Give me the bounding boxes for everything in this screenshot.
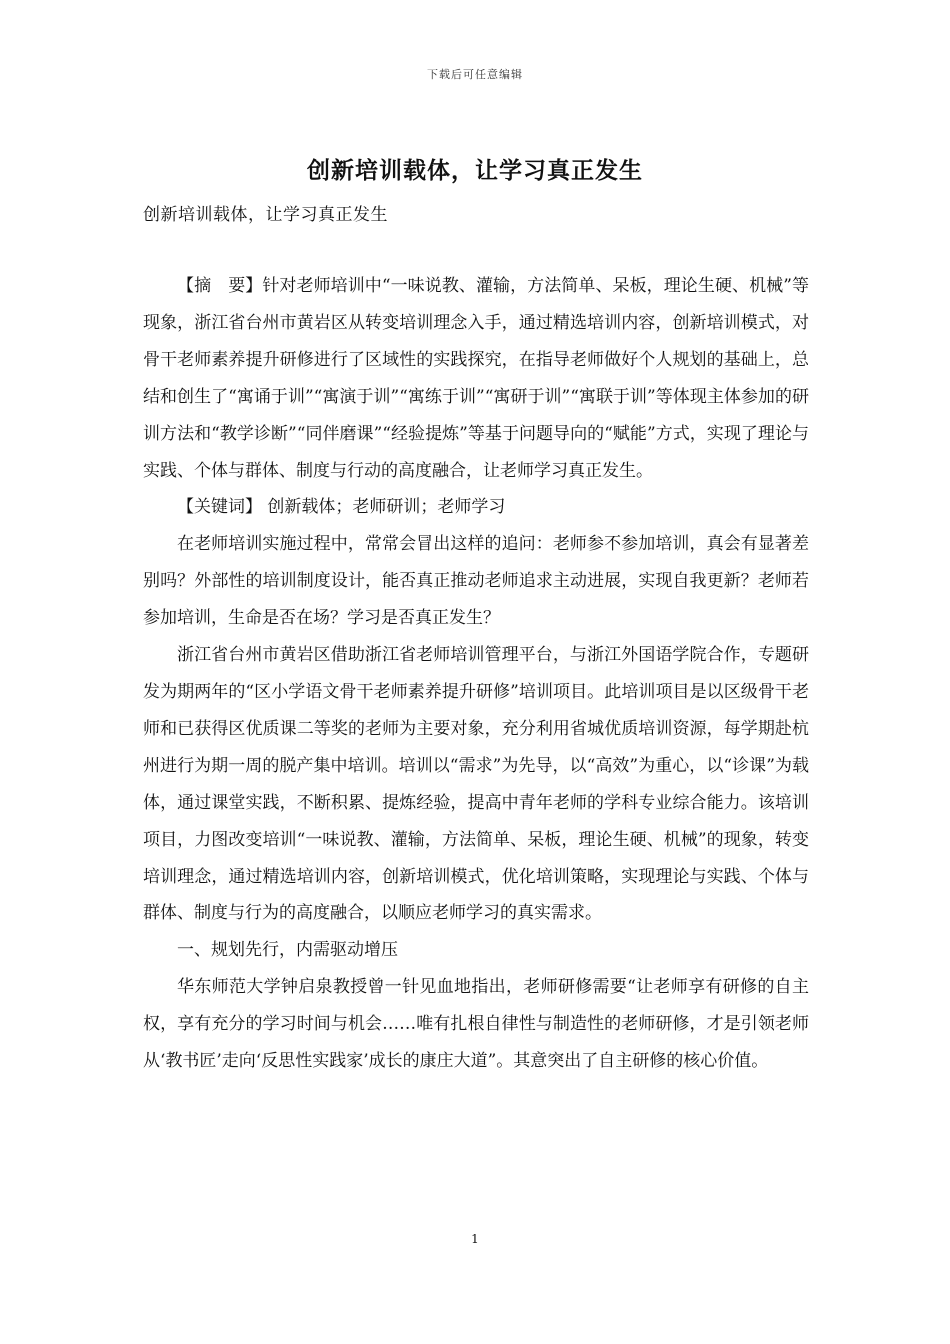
- document-subtitle: 创新培训载体，让学习真正发生: [143, 205, 388, 225]
- page-number: 1: [471, 1232, 479, 1246]
- abstract-paragraph: 【摘 要】针对老师培训中“一味说教、灌输，方法简单、呆板，理论生硬、机械”等现象，浙江省台州市黄岩区从转变培训理念入手，通过精选培训内容，创新培训模式，对骨干老师素养提升研修进行了区域性的实践探究，在指导老师做好个人规划的基础上，总结和创生了“寓诵于训”“寓演于训”“寓练于训”“寓研于训”“寓联于训”等体现主体参加的研训方法和“教学诊断”“同伴磨课”“经验提炼”等基于问题导向的“赋能”方式，实现了理论与实践、个体与群体、制度与行动的高度融合，让老师学习真正发生。: [143, 276, 809, 481]
- body-paragraph: 华东师范大学钟启泉教授曾一针见血地指出，老师研修需要“让老师享有研修的自主权，享有充分的学习时间与机会……唯有扎根自律性与制造性的老师研修，才是引领老师从‘教书匠’走向‘反思性实践家’成长的康庄大道”。其意突出了自主研修的核心价值。: [143, 977, 809, 1072]
- page-header-note: 下载后可任意编辑: [427, 68, 523, 81]
- body-paragraph: 在老师培训实施过程中，常常会冒出这样的追问：老师参不参加培训，真会有显著差别吗？外部性的培训制度设计，能否真正推动老师追求主动进展，实现自我更新？老师若参加培训，生命是否在场？学习是否真正发生？: [143, 534, 809, 629]
- section-heading: 一、规划先行，内需驱动增压: [177, 940, 398, 961]
- document-title: 创新培训载体，让学习真正发生: [307, 157, 643, 184]
- keywords-paragraph: 【关键词】 创新载体；老师研训；老师学习: [177, 497, 506, 518]
- body-paragraph: 浙江省台州市黄岩区借助浙江省老师培训管理平台，与浙江外国语学院合作，专题研发为期两年的“区小学语文骨干老师素养提升研修”培训项目。此培训项目是以区级骨干老师和已获得区优质课二等奖的老师为主要对象，充分利用省城优质培训资源，每学期赴杭州进行为期一周的脱产集中培训。培训以“需求”为先导，以“高效”为重心，以“诊课”为载体，通过课堂实践，不断积累、提炼经验，提高中青年老师的学科专业综合能力。该培训项目，力图改变培训“一味说教、灌输，方法简单、呆板，理论生硬、机械”的现象，转变培训理念，通过精选培训内容，创新培训模式，优化培训策略，实现理论与实践、个体与群体、制度与行为的高度融合，以顺应老师学习的真实需求。: [143, 645, 809, 924]
- document-body: [143, 268, 809, 1080]
